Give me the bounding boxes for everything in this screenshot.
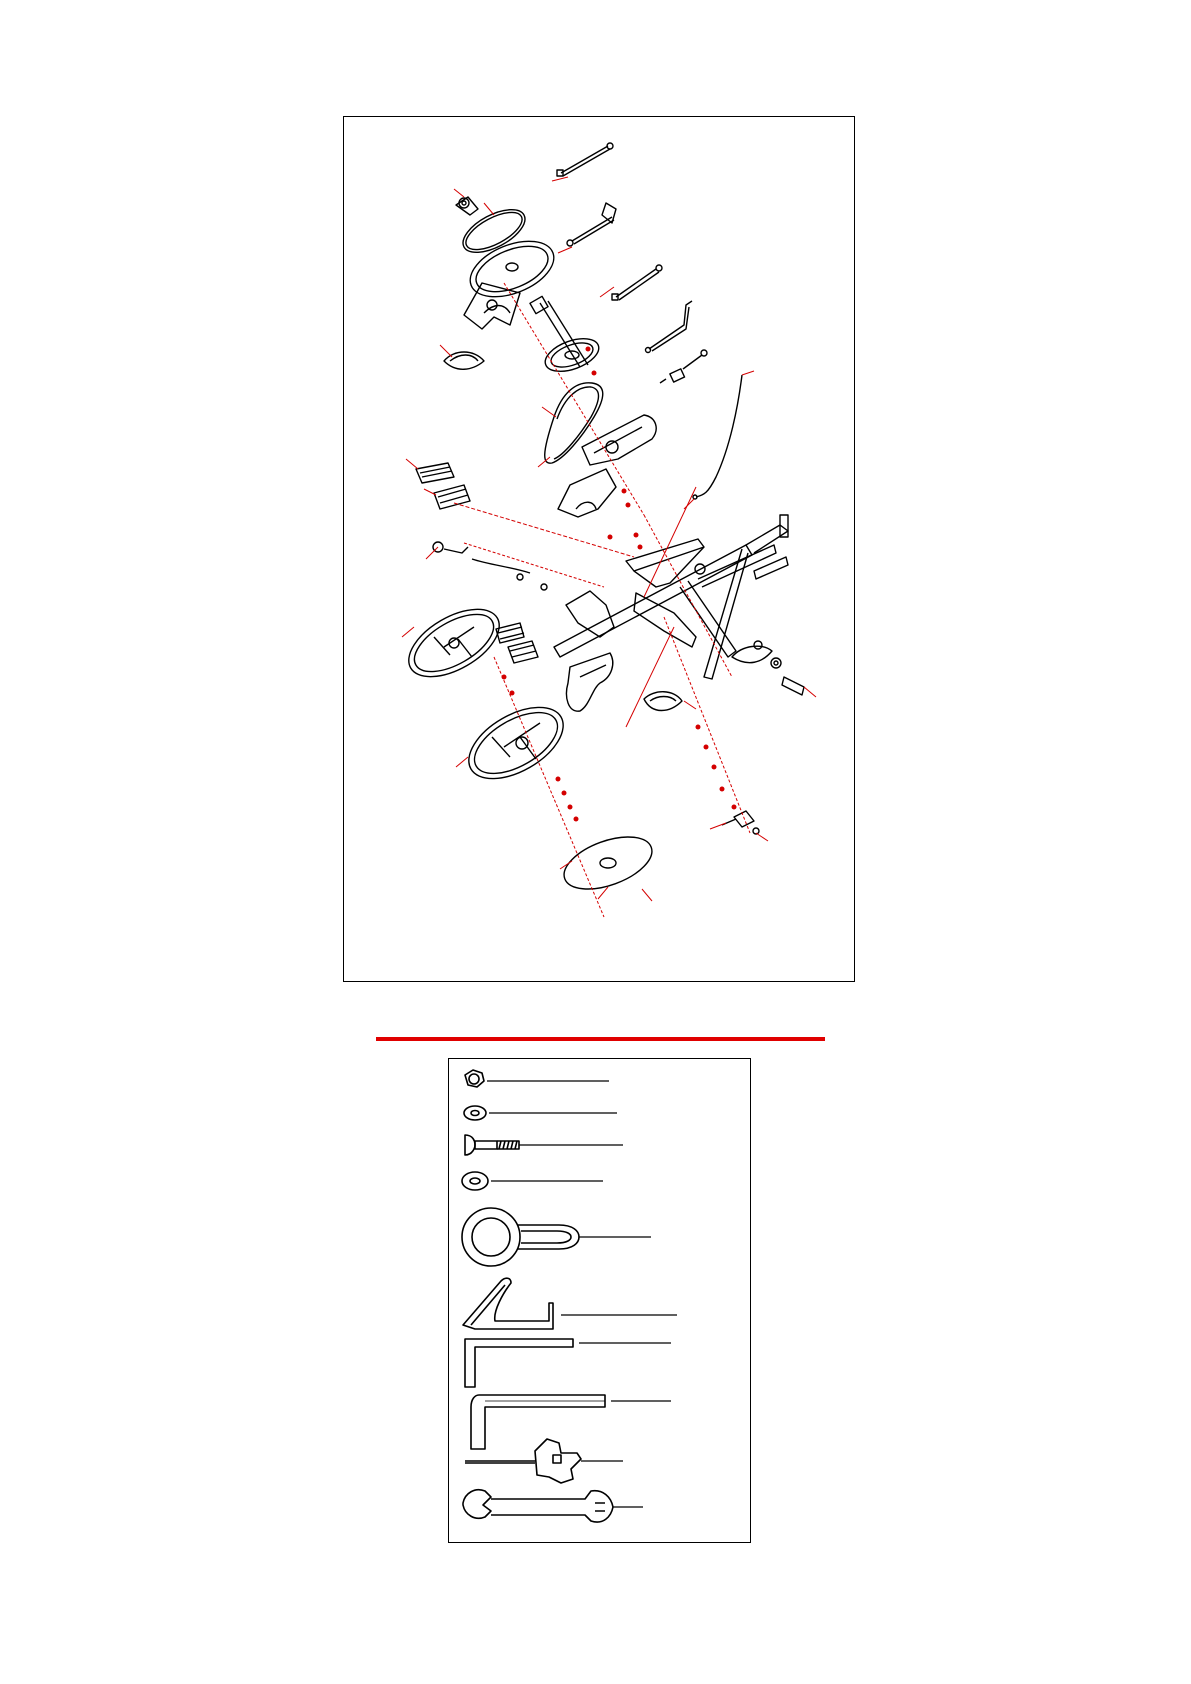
nut-icon bbox=[465, 1070, 609, 1087]
carriage-bolt-icon bbox=[465, 1135, 623, 1155]
crank-arm-left bbox=[433, 542, 547, 590]
seat-post-knob bbox=[456, 197, 478, 215]
brake-pad bbox=[644, 692, 682, 711]
part-markers bbox=[502, 347, 737, 822]
axle-rod-top bbox=[557, 143, 613, 176]
small-allen-key-icon bbox=[465, 1339, 671, 1387]
leader-lines bbox=[402, 177, 816, 917]
handlebar-stem-rod bbox=[567, 203, 616, 246]
small-washer-icon bbox=[464, 1106, 617, 1120]
front-cover bbox=[567, 653, 613, 711]
leveler-foot bbox=[754, 641, 804, 695]
axle-rod-middle bbox=[612, 265, 662, 300]
tension-knob bbox=[660, 350, 707, 383]
exploded-view-drawing bbox=[344, 117, 854, 981]
pedal-right-lower bbox=[496, 623, 538, 663]
chain-guard bbox=[558, 415, 656, 517]
large-washer-icon bbox=[462, 1172, 603, 1190]
drive-belt bbox=[545, 383, 603, 463]
adjuster-hardware bbox=[722, 811, 759, 834]
drive-belt-ring bbox=[456, 201, 531, 261]
brake-cable bbox=[693, 375, 742, 499]
tension-knob-rod bbox=[646, 301, 693, 353]
bottle-holder-icon bbox=[463, 1278, 677, 1329]
open-end-spanner-icon bbox=[463, 1490, 643, 1522]
flywheel-front bbox=[398, 595, 511, 690]
pedal-left-upper bbox=[416, 463, 470, 509]
large-allen-key-icon bbox=[471, 1395, 671, 1449]
hardware-kit-drawing bbox=[449, 1059, 750, 1542]
pedal-wrench-icon bbox=[462, 1208, 651, 1266]
exploded-view-panel bbox=[343, 116, 855, 982]
multi-tool-icon bbox=[465, 1439, 623, 1483]
hardware-kit-panel bbox=[448, 1058, 751, 1543]
flywheel-disc-bottom bbox=[557, 827, 659, 900]
section-divider bbox=[376, 1037, 825, 1041]
rear-cover-right bbox=[732, 646, 772, 662]
